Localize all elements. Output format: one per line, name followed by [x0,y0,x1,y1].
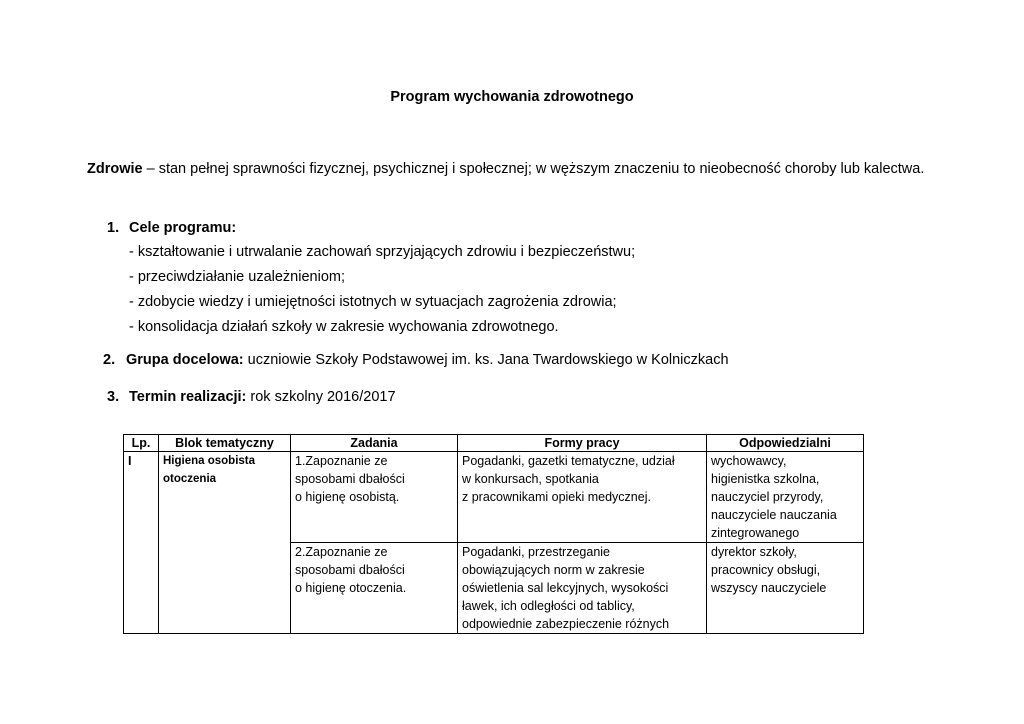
section-target-text: uczniowie Szkoły Podstawowej im. ks. Jana Twardowskiego w Kolniczkach [243,352,729,368]
cell-responsible [707,452,864,543]
cell-line: zintegrowanego [711,526,800,540]
program-table [123,434,864,634]
cell-line: w konkursach, spotkania [462,472,599,486]
header-lp: Lp. [124,435,159,452]
intro-definition: – stan pełnej sprawności fizycznej, psychicznej i społecznej; w węższym znaczeniu to nieobecność choroby lub kalectwa. [142,161,925,177]
cell-line: wychowawcy, [711,454,787,468]
cell-line: nauczyciele nauczania [711,508,837,522]
cell-line: o higienę otoczenia. [295,581,407,595]
header-responsible: Odpowiedzialni [707,435,864,452]
cell-line: ławek, ich odległości od tablicy, [462,599,635,613]
cell-line: pracownicy obsługi, [711,563,821,577]
goals-list [129,240,635,340]
cell-line: z pracownikami opieki medycznej. [462,490,651,504]
goal-item: - kształtowanie i utrwalanie zachowań sprzyjających zdrowiu i bezpieczeństwu; [129,244,636,260]
header-forms: Formy pracy [458,435,707,452]
cell-line: oświetlenia sal lekcyjnych, wysokości [462,581,669,595]
cell-responsible [707,543,864,634]
section-term-text: rok szkolny 2016/2017 [246,389,396,405]
section-term [107,385,396,409]
page-title: Program wychowania zdrowotnego [390,89,634,105]
cell-line: o higienę osobistą. [295,490,400,504]
section-target [103,348,729,372]
cell-line: sposobami dbałości [295,563,405,577]
cell-task [291,452,458,543]
cell-lp: I [124,452,159,634]
cell-line: wszyscy nauczyciele [711,581,827,595]
cell-line: sposobami dbałości [295,472,405,486]
table-header-row [124,435,864,452]
header-block: Blok tematyczny [159,435,291,452]
section-term-heading: Termin realizacji: [129,389,247,405]
cell-forms [458,543,707,634]
section-target-heading: Grupa docelowa: [126,352,244,368]
section-goals-heading: Cele programu: [129,220,237,236]
cell-task [291,543,458,634]
cell-line: odpowiednie zabezpieczenie różnych [462,617,670,631]
cell-line: obowiązujących norm w zakresie [462,563,645,577]
cell-line: higienistka szkolna, [711,472,820,486]
section-target-number: 2. [103,352,116,368]
intro-term: Zdrowie [87,161,143,177]
cell-line: Pogadanki, gazetki tematyczne, udział [462,454,675,468]
goal-item: - przeciwdziałanie uzależnieniom; [129,269,345,285]
section-goals-number: 1. [107,220,120,236]
cell-block [159,452,291,634]
header-tasks: Zadania [291,435,458,452]
intro-paragraph [87,157,937,181]
cell-line: 1.Zapoznanie ze [295,454,388,468]
cell-line: 2.Zapoznanie ze [295,545,388,559]
cell-forms [458,452,707,543]
cell-line: nauczyciel przyrody, [711,490,824,504]
table-row [124,452,864,543]
cell-line: otoczenia [163,473,217,485]
cell-line: dyrektor szkoły, [711,545,797,559]
section-term-number: 3. [107,389,120,405]
goal-item: - zdobycie wiedzy i umiejętności istotnych w sytuacjach zagrożenia zdrowia; [129,294,617,310]
goal-item: - konsolidacja działań szkoły w zakresie wychowania zdrowotnego. [129,319,559,335]
cell-line: Pogadanki, przestrzeganie [462,545,611,559]
cell-line: Higiena osobista [163,455,256,467]
section-goals [107,216,236,240]
